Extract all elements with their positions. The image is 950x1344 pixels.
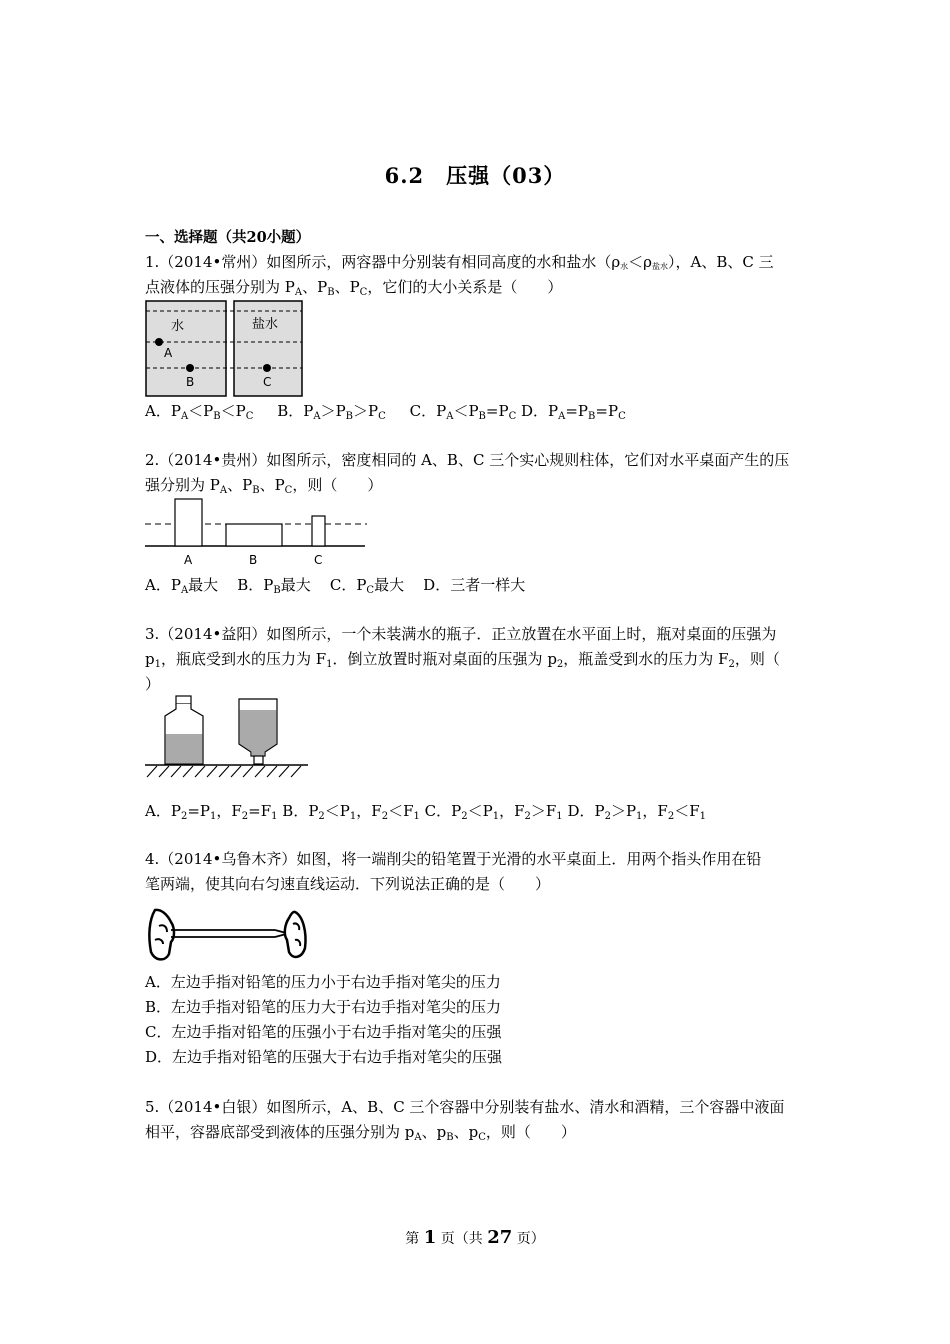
q1-option-d: D．$P_A=P_B=P_C$ [521,402,626,422]
q3-option-b: B．$P_2<P_1$，$F_2<F_1$ [282,802,420,822]
q4-figure [145,906,311,964]
q4-option-d: D．左边手指对铅笔的压强大于右边手指对笔尖的压强 [145,1048,503,1066]
page-title: 6.2 压强（03） [384,163,566,188]
page-footer: 第 1 页（共 27 页） [405,1227,545,1248]
q2-option-d: D．三者一样大 [423,576,526,594]
q1-option-c: C．$P_A<P_B=P_C$ [409,402,517,422]
q2-figure [145,496,367,568]
q1-point-b [186,364,194,372]
q1-option-b: B．$P_A>P_B>P_C$ [277,402,386,422]
q2-label-b: B [249,553,258,567]
section-heading: 一、选择题（共20小题） [145,229,311,246]
q2-label-c: C [314,553,323,567]
q3-line-3: ） [145,675,161,693]
q4-option-b: B．左边手指对铅笔的压力大于右边手指对笔尖的压力 [145,998,502,1016]
q1-options [145,401,626,427]
q4-line-1: 4.（2014•乌鲁木齐）如图，将一端削尖的铅笔置于光滑的水平桌面上．用两个指头作用在铅 [145,850,762,868]
q1-label-a: A [164,346,173,360]
q3-option-c: C．$P_2<P_1$，$F_2>F_1$ [424,802,563,822]
q1-label-salt: 盐水 [252,317,279,332]
q5-line-2: 相平，容器底部受到液体的压强分别为 $p_A$、$p_B$、$p_C$，则（ ） [145,1123,576,1143]
q3-options [145,801,706,827]
q4-left-finger [149,910,174,960]
q2-block-c [312,516,325,546]
q4-right-finger [285,912,306,957]
q1-point-a [155,338,163,346]
q1-point-c [263,364,271,372]
q2-line-2: 强分别为 $P_A$、$P_B$、$P_C$，则（ ） [145,476,383,496]
q3-option-a: A．$P_2=P_1$，$F_2=F_1$ [145,802,278,822]
q2-option-b: B．$P_B$最大 [237,576,311,596]
q3-ground-hatch [147,766,301,777]
q1-label-c: C [263,375,272,389]
q4-option-a: A．左边手指对铅笔的压力小于右边手指对笔尖的压力 [145,973,501,991]
q1-label-b: B [186,375,195,389]
q4-line-2: 笔两端，使其向右匀速直线运动．下列说法正确的是（ ） [145,875,551,893]
page-total: 27 [487,1227,513,1248]
q1-line-2: 点液体的压强分别为 $P_A$、$P_B$、$P_C$，它们的大小关系是（ ） [145,278,563,298]
q2-block-a [175,499,202,546]
q1-line-1: 1.（2014•常州）如图所示，两容器中分别装有相同高度的水和盐水（ρ水＜ρ盐水），A、B、C 三 [145,253,774,271]
q2-line-1: 2.（2014•贵州）如图所示，密度相同的 A、B、C 三个实心规则柱体，它们对水平桌面产生的压 [145,451,790,469]
q2-options [145,575,525,601]
q3-line-1: 3.（2014•益阳）如图所示，一个未装满水的瓶子．正立放置在水平面上时，瓶对桌面的压强为 [145,625,777,643]
q1-figure [145,300,305,398]
q3-option-d: D．$P_2>P_1$，$F_2<F_1$ [567,802,706,822]
q1-label-water: 水 [171,319,185,334]
q2-block-b [226,524,282,546]
q3-line-2: $p_1$，瓶底受到水的压力为 $F_1$．倒立放置时瓶对桌面的压强为 $p_2$，瓶盖受到水的压力为 $F_2$，则（ [145,650,780,670]
q5-line-1: 5.（2014•白银）如图所示，A、B、C 三个容器中分别装有盐水、清水和酒精，三个容器中液面 [145,1098,785,1116]
q1-option-a: A．$P_A<P_B<P_C$ [145,402,254,422]
q2-option-c: C．$P_C$最大 [329,576,405,596]
q2-option-a: A．$P_A$最大 [145,576,219,596]
q3-figure [145,694,311,780]
page-number: 1 [423,1227,437,1248]
q2-label-a: A [184,553,193,567]
q4-option-c: C．左边手指对铅笔的压强小于右边手指对笔尖的压强 [145,1023,502,1041]
